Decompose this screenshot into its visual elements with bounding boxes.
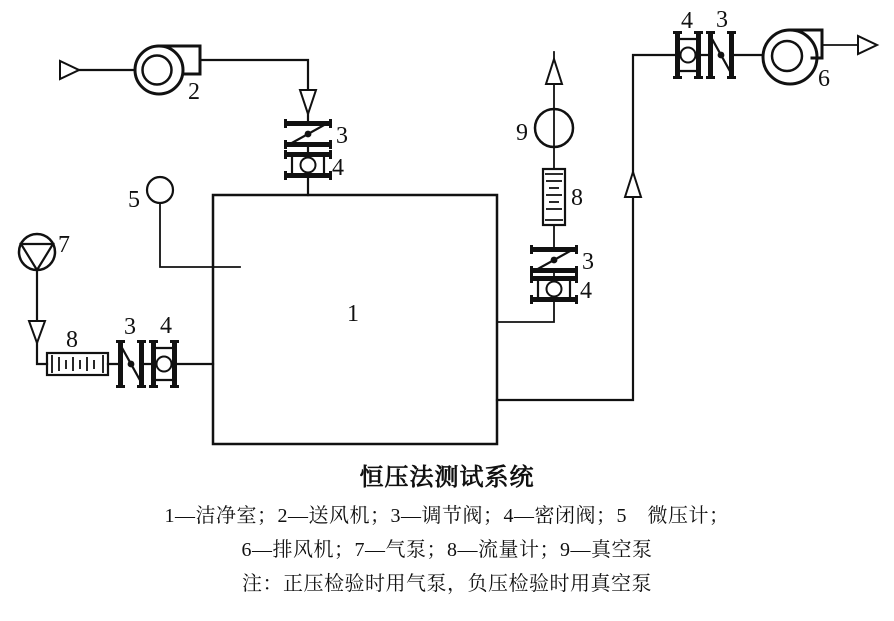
manometer-line [160,203,240,267]
legend-line-2: 6—排风机；7—气泵；8—流量计；9—真空泵 [241,539,653,561]
left-regulating-valve-label: 3 [124,314,136,340]
micro-manometer-symbol [128,177,173,213]
legend-note: 注：正压检验时用气泵，负压检验时用真空泵 [242,573,652,595]
legend-line-1: 1—洁净室；2—送风机；3—调节阀；4—密闭阀；5 微压计； [164,505,730,527]
right-sealing-valve-label: 4 [580,278,592,304]
top-regulating-valve-symbol [284,119,348,149]
exhaust-riser-line [497,55,763,400]
inlet-arrow-icon [60,61,79,79]
left-sealing-valve-symbol [149,313,179,388]
flow-arrows [29,36,877,343]
exhaust-fan-symbol [763,30,830,92]
outlet-sealing-valve-label: 4 [681,8,693,34]
clean-room [213,195,497,444]
right-flowmeter-symbol [543,169,583,225]
left-flowmeter-symbol [47,327,108,375]
pump-down-arrow-icon [29,321,45,343]
supply-down-arrow-icon [300,90,316,114]
top-sealing-valve-label: 4 [332,155,344,181]
outlet-arrow-icon [858,36,877,54]
vent-up-arrow-icon [546,59,562,84]
air-pump-label: 7 [58,232,70,258]
top-sealing-valve-symbol [284,150,344,181]
left-regulating-valve-symbol [116,314,146,388]
vacuum-pump-symbol [516,109,573,147]
top-regulating-valve-label: 3 [336,123,348,149]
outlet-regulating-valve-symbol [706,7,736,79]
vacuum-pump-label: 9 [516,120,528,146]
left-flowmeter-label: 8 [66,327,78,353]
supply-fan-symbol [135,46,200,105]
air-pump-symbol [19,232,70,270]
outlet-sealing-valve-symbol [673,8,703,79]
left-sealing-valve-label: 4 [160,313,172,339]
right-regulating-valve-label: 3 [582,249,594,275]
mid-branch-line [497,52,554,322]
riser-up-arrow-icon [625,172,641,197]
right-regulating-valve-symbol [530,245,594,275]
outlet-regulating-valve-label: 3 [716,7,728,33]
piping-lines [37,45,858,400]
right-sealing-valve-symbol [530,274,592,304]
supply-fan-label: 2 [188,79,200,105]
diagram-title: 恒压法测试系统 [359,465,535,491]
right-flowmeter-label: 8 [571,185,583,211]
micro-manometer-label: 5 [128,187,140,213]
clean-room-label: 1 [347,301,359,327]
exhaust-fan-label: 6 [818,66,830,92]
